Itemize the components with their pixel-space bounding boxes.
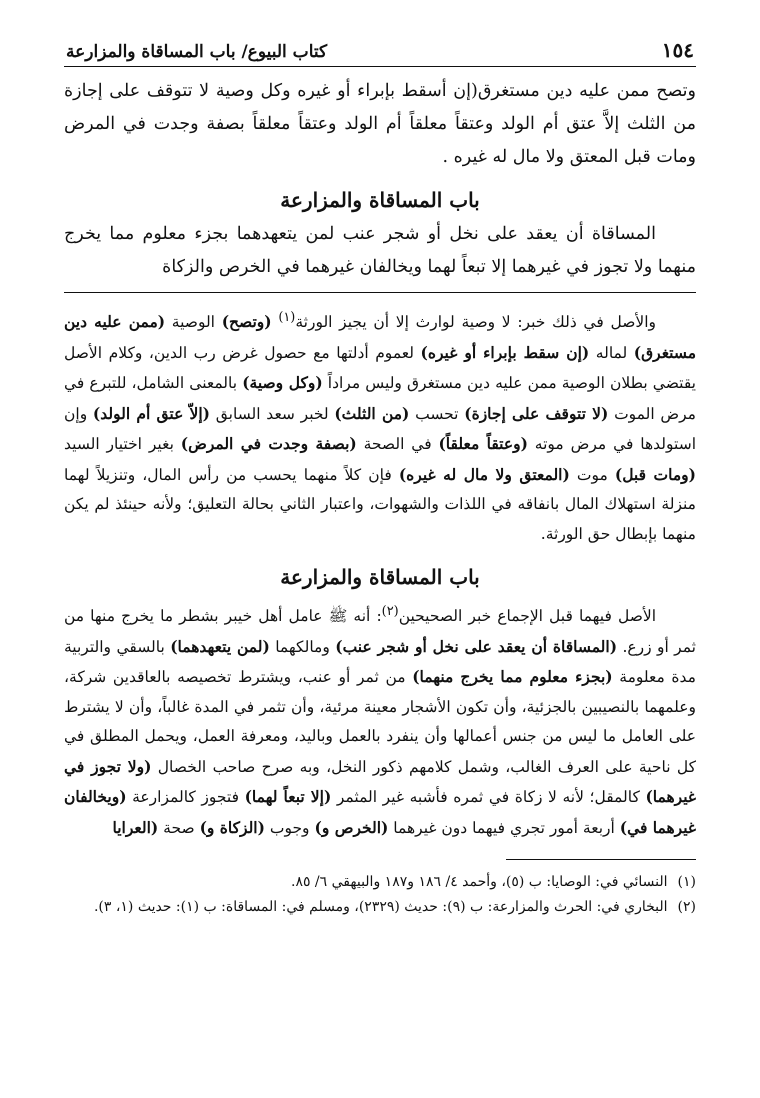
commentary-text: وإن استولدها في مرض موته [64, 404, 696, 454]
matn-quote: (وتصح) [221, 312, 272, 332]
matn-quote: (ممن عليه دين مستغرق) [64, 312, 696, 362]
matn-quote: (إن سقط بإبراء أو غيره) [420, 342, 590, 362]
matn-quote: (المعتق ولا مال له غيره) [398, 464, 570, 484]
commentary-text: وجوب [264, 818, 315, 837]
text-divider [64, 292, 696, 293]
commentary-text: موت [569, 465, 615, 484]
commentary-section [64, 303, 696, 843]
footnote-rule [506, 859, 696, 860]
commentary-text: بغير اختيار السيد [64, 435, 181, 454]
footnote-number: (١) [677, 874, 696, 891]
running-header [64, 28, 696, 67]
matn-quote: (من الثلث) [334, 403, 410, 423]
matn-quote: (وعتقاً معلقاً) [438, 434, 528, 454]
commentary-text: في الصحة [356, 435, 439, 454]
commentary-text: من ثمر أو عنب، ويشترط تخصيصه بالعاقدين شركة، وعلمهما بالنصيبين بالجزئية، وأن تكون الأشجار معينة مرئية، وأن تثمر في المدة غالباً، وأن لا يشترط على العامل ما ليس من جنس أعمالها وأن ينفرد بالعمل وباليد، ومعرفة العمل، ويحمل المطلق في كل ناحية على العرف الغالب، وشمل كلامهم ذكور النخل، وبه صرح صاحب الخصال [64, 668, 697, 776]
matn-quote: (وكل وصية) [242, 373, 323, 393]
footnote-ref: (١) [278, 310, 296, 325]
matn-quote: (إلا تبعاً لهما) [244, 787, 332, 807]
footnote-text: البخاري في: الحرث والمزارعة: ب (٩): حديث (٢٣٢٩)، ومسلم في: المساقاة: ب (١): حديث (١، ٣). [93, 899, 668, 916]
matn-quote: (لمن يتعهدهما) [170, 636, 270, 656]
footnote-number: (٢) [677, 899, 696, 916]
commentary-text: والأصل في ذلك خبر: لا وصية لوارث إلا أن يجيز الورثة [295, 313, 656, 332]
matn-quote: (ويخالفان غيرهما في) [64, 787, 696, 837]
matn-quote: (ومات قبل) [614, 464, 696, 484]
commentary-text: الأصل فيهما قبل الإجماع خبر الصحيحين [398, 607, 657, 626]
matn-chapter-heading: باب المساقاة والمزارعة [280, 188, 480, 212]
commentary-text: صحة [158, 818, 200, 837]
commentary-text: لخبر سعد السابق [210, 404, 335, 423]
matn-quote: (إلاّ عتق أم الولد) [92, 403, 211, 423]
commentary-text: كالمقل؛ لأنه لا زكاة في ثمره فأشبه غير المثمر [331, 788, 646, 807]
matn-quote: (الزكاة و) [199, 817, 265, 837]
commentary-text: أربعة أمور تجري فيهما دون غيرهما [388, 818, 620, 837]
commentary-text: ومالكهما [269, 637, 336, 656]
running-title: كتاب البيوع/ باب المساقاة والمزارعة [66, 42, 328, 62]
commentary-text: : أنه ﷺ عامل أهل خيبر بشطر ما يخرج منها من ثمر أو زرع. [64, 607, 696, 656]
commentary-text: تحسب [409, 404, 465, 423]
footnote-text: النسائي في: الوصايا: ب (٥)، وأحمد ٤/ ١٨٦ و١٨٧ والبيهقي ٦/ ٨٥. [290, 874, 668, 891]
footnote-2 [64, 895, 696, 920]
page-number: ١٥٤ [661, 38, 694, 62]
matn-quote: (ولا تجوز في غيرهما) [64, 756, 696, 807]
matn-quote: (العرايا [112, 817, 159, 837]
matn-quote: (بصفة وجدت في المرض) [180, 434, 357, 454]
matn-paragraph-top: وتصح ممن عليه دين مستغرق(إن أسقط بإبراء أو غيره وكل وصية لا تتوقف على إجازة من الثلث إلاَّ عتق أم الولد وعتقاً معلقاً أم الولد وعتقاً معلقاً بصفة وجدت في المرض ومات قبل المعتق ولا مال له غيره . [64, 81, 696, 167]
commentary-paragraph-1 [64, 303, 696, 549]
footnote-1 [64, 870, 696, 895]
commentary-chapter-heading: باب المساقاة والمزارعة [280, 565, 480, 590]
commentary-text: فإن كلاً منهما يحسب من رأس المال، وتنزيلاً لهما منزلة استهلاك المال بانفاقه في اللذات والشهوات، واعتبار الثاني بحالة التعليق؛ ولأنه حينئذ لم يكن منهما بإبطال حق الورثة. [64, 465, 696, 543]
matn-quote: (بجزء معلوم مما يخرج منهما) [412, 667, 613, 687]
footnotes [64, 870, 696, 920]
matn-quote: (الخرص و) [314, 817, 389, 837]
commentary-text: بالسقي والتربية مدة معلومة [64, 637, 696, 687]
commentary-text: الوصية [165, 313, 222, 332]
commentary-text: بالمعنى الشامل، للتبرع في مرض الموت [64, 374, 696, 423]
commentary-text: فتجوز كالمزارعة [126, 788, 245, 807]
matn-quote: (المساقاة أن يعقد على نخل أو شجر عنب) [335, 636, 618, 656]
matn-quote: (لا تتوقف على إجازة) [464, 403, 609, 423]
commentary-text: لعموم أدلتها مع حصول غرض رب الدين، وكلام الأصل يقتضي بطلان الوصية ممن عليه دين مستغرق وليس مراداً [64, 343, 696, 393]
matn-paragraph-body: المساقاة أن يعقد على نخل أو شجر عنب لمن يتعهدهما بجزء معلوم مما يخرج منهما ولا تجوز في غيرهما إلا تبعاً لهما ويخالفان غيرهما في الخرص والزكاة [64, 224, 696, 277]
commentary-paragraph-2 [64, 597, 696, 843]
footnote-ref: (٢) [381, 604, 399, 620]
commentary-text: لماله [589, 343, 634, 362]
book-page [64, 28, 696, 920]
